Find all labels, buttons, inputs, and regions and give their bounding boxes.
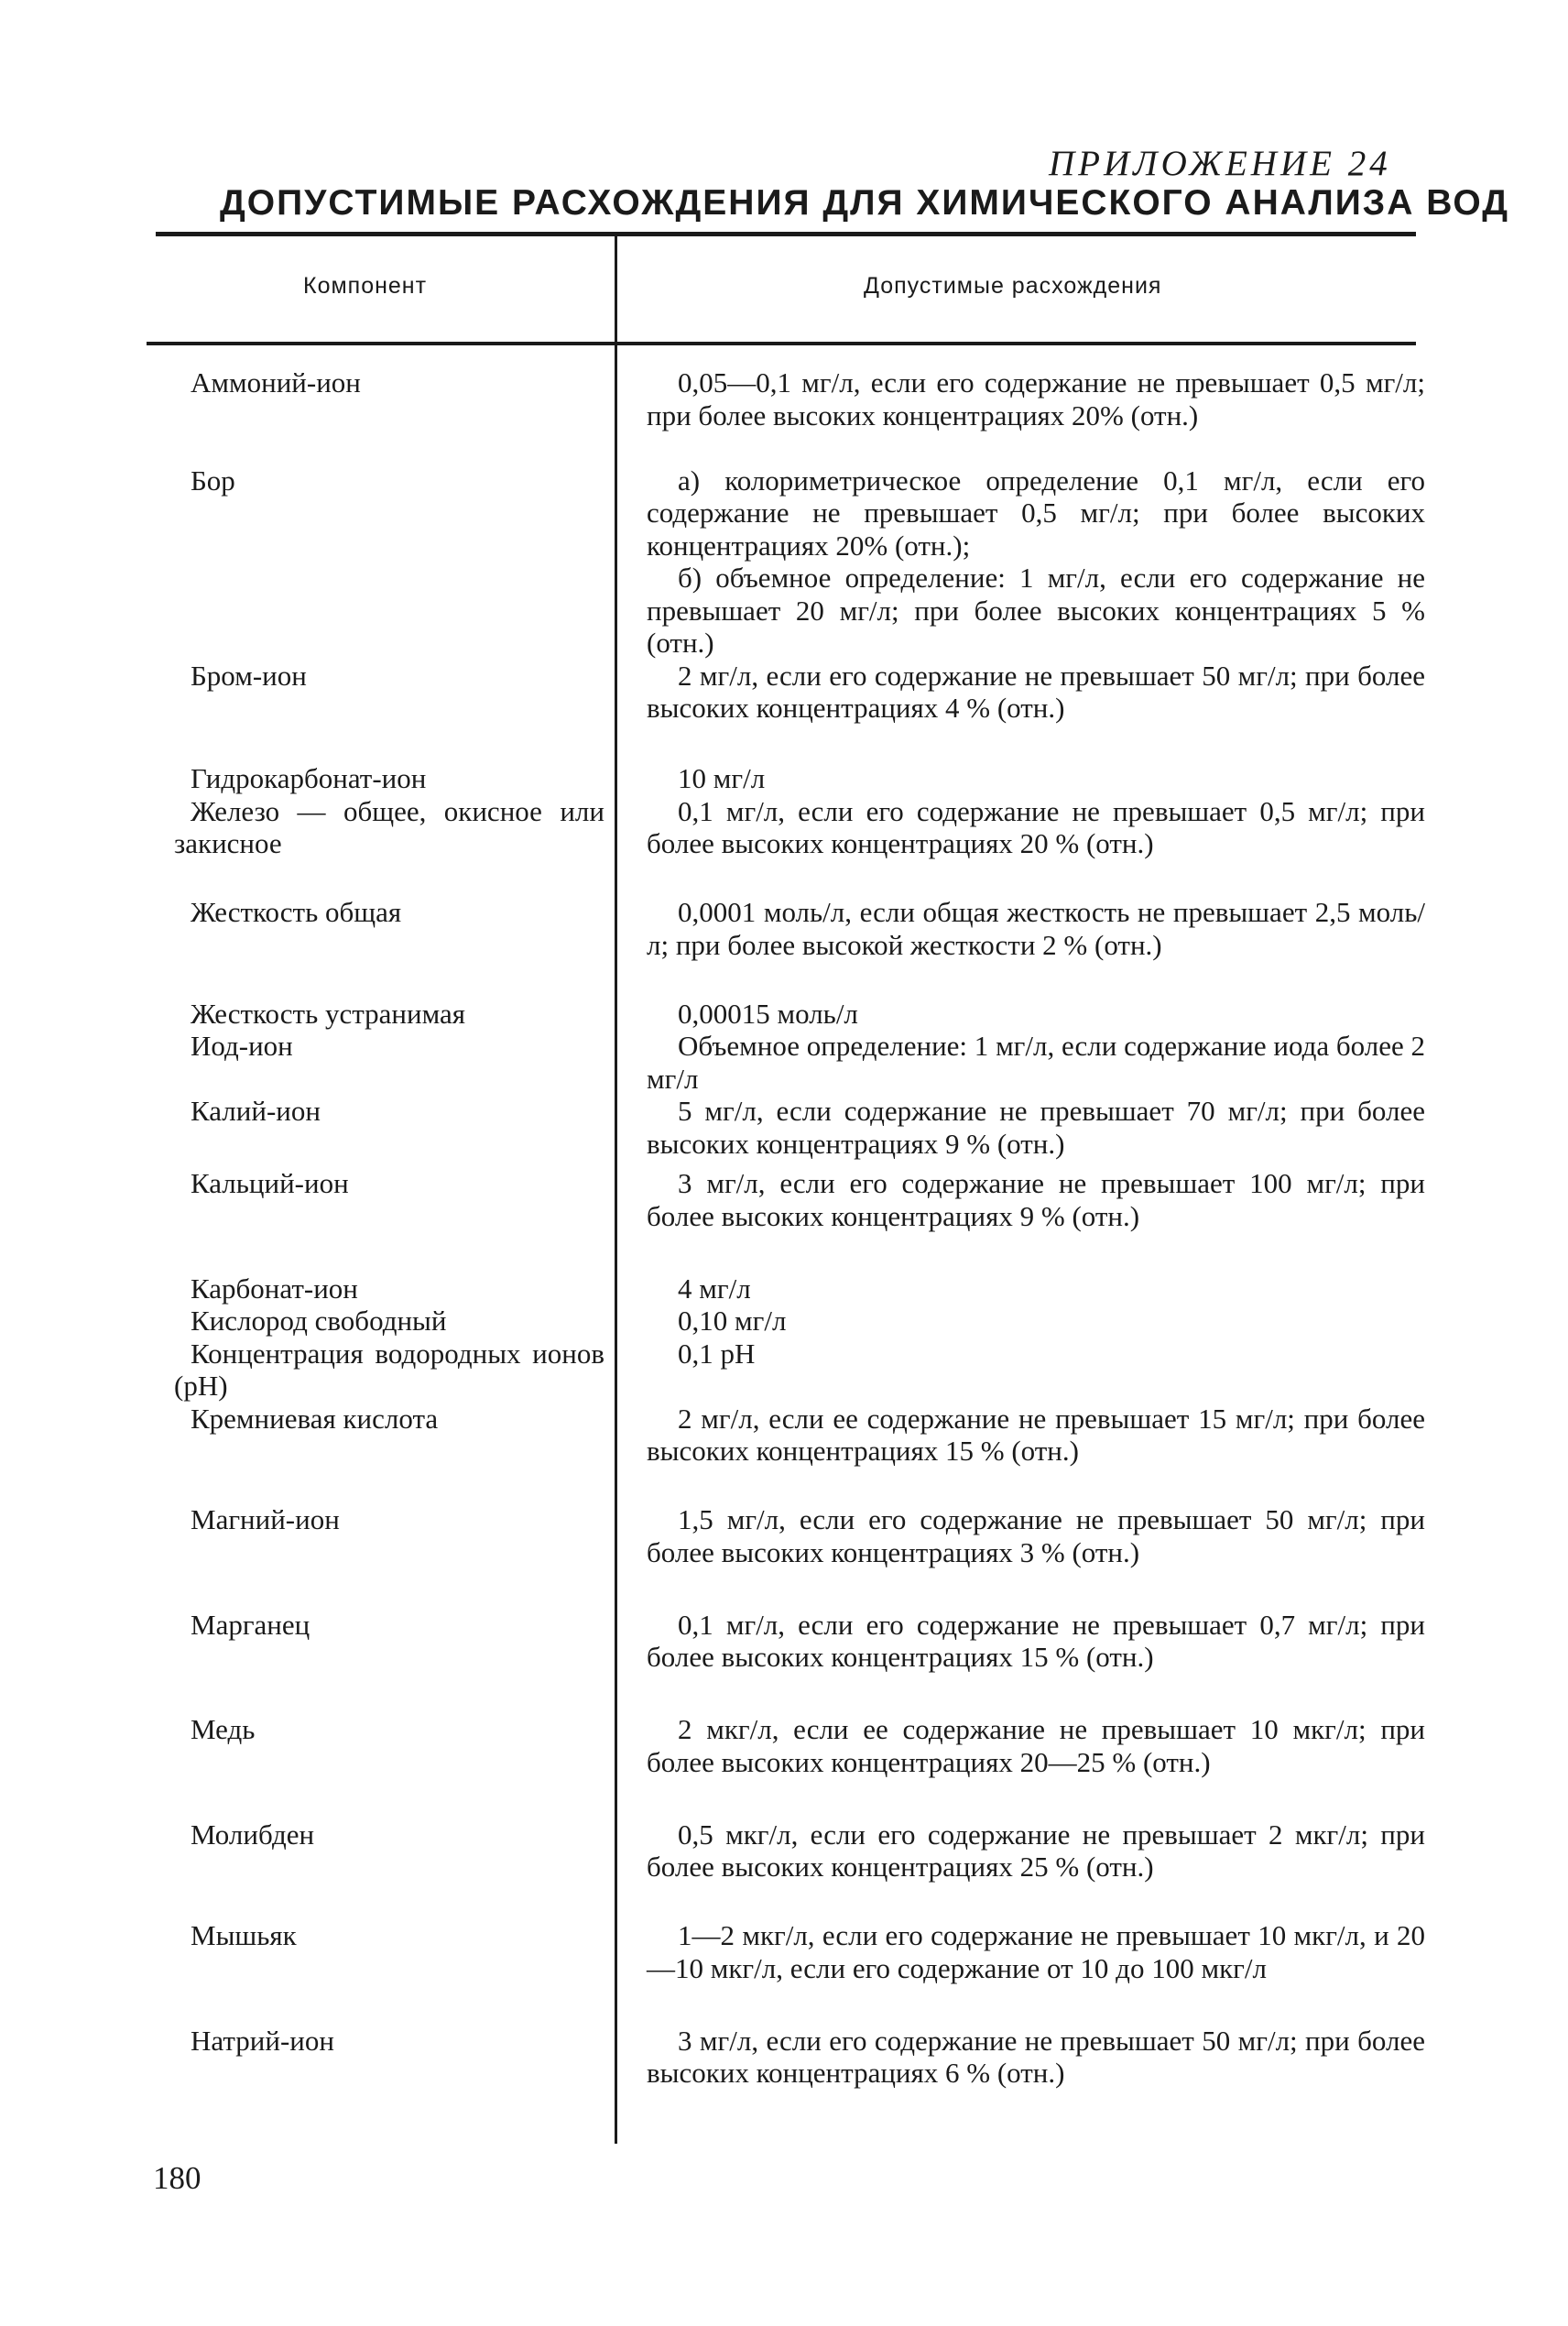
- allowed-cell: [647, 1609, 1425, 1707]
- component-cell: Концентрация водородных ионов (pH): [174, 1337, 604, 1402]
- allowed-cell: [647, 795, 1425, 893]
- page-number: 180: [153, 2160, 201, 2196]
- allowed-cell: [647, 1713, 1425, 1811]
- component-cell: Аммоний-ион: [191, 366, 361, 399]
- allowed-cell: [647, 1338, 1425, 1403]
- allowed-text: 0,10 мг/л: [678, 1305, 787, 1337]
- allowed-text: 2 мг/л, если ее содержание не превышает 15 мг/л; при более высоких концентрациях 15 % (отн.): [647, 1402, 1425, 1467]
- allowed-text: 0,05—0,1 мг/л, если его содержание не превышает 0,5 мг/л; при более высоких концентрациях 20% (отн.): [647, 366, 1425, 431]
- allowed-cell: [647, 762, 1425, 795]
- component-cell: Железо — общее, окисное или закисное: [174, 794, 604, 859]
- table-row: [0, 1503, 1568, 1601]
- allowed-cell: [647, 1167, 1425, 1265]
- allowed-text: 1—2 мкг/л, если его содержание не превышает 10 мкг/л, и 20—10 мкг/л, если его содержание от 10 до 100 мкг/л: [647, 1919, 1425, 1984]
- table-row: [0, 795, 1568, 893]
- component-cell: Мышьяк: [191, 1919, 297, 1951]
- allowed-cell: [647, 1403, 1425, 1501]
- allowed-text: 3 мг/л, если его содержание не превышает 100 мг/л; при более высоких концентрациях 9 % (отн.): [647, 1167, 1425, 1232]
- component-cell: Иод-ион: [191, 1030, 293, 1062]
- allowed-text: 0,00015 моль/л: [678, 997, 858, 1030]
- allowed-text: 4 мг/л: [678, 1272, 751, 1305]
- component-cell: Марганец: [191, 1608, 310, 1641]
- allowed-text: 0,1 мг/л, если его содержание не превышает 0,5 мг/л; при более высоких концентрациях 20 % (отн.): [647, 794, 1425, 859]
- component-cell: Карбонат-ион: [191, 1272, 358, 1305]
- table-row: [0, 1713, 1568, 1811]
- allowed-cell: [647, 998, 1425, 1031]
- allowed-cell: [647, 1919, 1425, 2017]
- table-row: [0, 1272, 1568, 1305]
- allowed-cell: [647, 896, 1425, 994]
- allowed-text: б) объемное определение: 1 мг/л, если его содержание не превышает 20 мг/л; при более высоких концентрациях 5 % (отн.): [647, 562, 1425, 659]
- table-row: [0, 1095, 1568, 1160]
- allowed-text: 1,5 мг/л, если его содержание не превышает 50 мг/л; при более высоких концентрациях 3 % (отн.): [647, 1503, 1425, 1568]
- component-cell: Молибден: [191, 1818, 315, 1851]
- allowed-cell: [647, 464, 1425, 660]
- table-row: [0, 1403, 1568, 1501]
- allowed-text: 2 мг/л, если его содержание не превышает 50 мг/л; при более высоких концентрациях 4 % (отн.): [647, 659, 1425, 724]
- table-row: [0, 464, 1568, 660]
- component-cell: Калий-ион: [191, 1095, 321, 1127]
- component-cell: Кремниевая кислота: [191, 1402, 439, 1435]
- table-row: [0, 1167, 1568, 1265]
- table-body: [0, 366, 1568, 2122]
- table-row: [0, 366, 1568, 464]
- table-header-rule: [147, 342, 1416, 345]
- allowed-text: 2 мкг/л, если ее содержание не превышает 10 мкг/л; при более высоких концентрациях 20—25 % (отн.): [647, 1713, 1425, 1778]
- page-title: ДОПУСТИМЫЕ РАСХОЖДЕНИЯ ДЛЯ ХИМИЧЕСКОГО АНАЛИЗА ВОД: [220, 183, 1510, 223]
- table-row: [0, 1919, 1568, 2017]
- allowed-cell: [647, 2025, 1425, 2123]
- table-row: [0, 1305, 1568, 1338]
- table-row: [0, 1609, 1568, 1707]
- component-cell: Натрий-ион: [191, 2024, 334, 2057]
- component-cell: Кислород свободный: [191, 1305, 447, 1337]
- component-cell: Жесткость устранимая: [191, 997, 466, 1030]
- table-row: [0, 660, 1568, 758]
- allowed-text: 0,1 pH: [678, 1337, 756, 1370]
- column-header-component: Компонент: [303, 273, 428, 299]
- allowed-cell: [647, 660, 1425, 758]
- component-cell: Бор: [191, 464, 235, 497]
- component-cell: Кальций-ион: [191, 1167, 349, 1199]
- allowed-cell: [647, 1272, 1425, 1305]
- component-cell: Медь: [191, 1713, 256, 1745]
- component-cell: Гидрокарбонат-ион: [191, 762, 427, 794]
- allowed-cell: [647, 1818, 1425, 1916]
- table-row: [0, 998, 1568, 1031]
- table-row: [0, 762, 1568, 795]
- table-row: [0, 896, 1568, 994]
- table-top-rule: [156, 232, 1416, 236]
- table-row: [0, 1818, 1568, 1916]
- allowed-text: 5 мг/л, если содержание не превышает 70 мг/л; при более высоких концентрациях 9 % (отн.): [647, 1095, 1425, 1160]
- appendix-label: ПРИЛОЖЕНИЕ 24: [1049, 144, 1391, 183]
- allowed-cell: [647, 366, 1425, 464]
- allowed-text: Объемное определение: 1 мг/л, если содержание иода более 2 мг/л: [647, 1030, 1425, 1095]
- allowed-cell: [647, 1030, 1425, 1095]
- table-row: [0, 2025, 1568, 2123]
- allowed-text: 0,5 мкг/л, если его содержание не превышает 2 мкг/л; при более высоких концентрациях 25 % (отн.): [647, 1818, 1425, 1883]
- allowed-text: 10 мг/л: [678, 762, 766, 794]
- allowed-cell: [647, 1305, 1425, 1338]
- allowed-text: 3 мг/л, если его содержание не превышает 50 мг/л; при более высоких концентрациях 6 % (отн.): [647, 2024, 1425, 2089]
- allowed-text: 0,1 мг/л, если его содержание не превышает 0,7 мг/л; при более высоких концентрациях 15 % (отн.): [647, 1608, 1425, 1673]
- component-cell: Жесткость общая: [191, 896, 402, 928]
- column-header-allowed: Допустимые расхождения: [864, 273, 1162, 299]
- allowed-cell: [647, 1503, 1425, 1601]
- table-row: [0, 1030, 1568, 1095]
- allowed-cell: [647, 1095, 1425, 1160]
- table-row: [0, 1338, 1568, 1403]
- allowed-text: 0,0001 моль/л, если общая жесткость не превышает 2,5 моль/л; при более высокой жесткости 2 % (отн.): [647, 896, 1425, 961]
- allowed-text: а) колориметрическое определение 0,1 мг/л, если его содержание не превышает 0,5 мг/л; при более высоких концентрациях 20% (отн.);: [647, 464, 1425, 562]
- component-cell: Магний-ион: [191, 1503, 340, 1535]
- component-cell: Бром-ион: [191, 659, 307, 692]
